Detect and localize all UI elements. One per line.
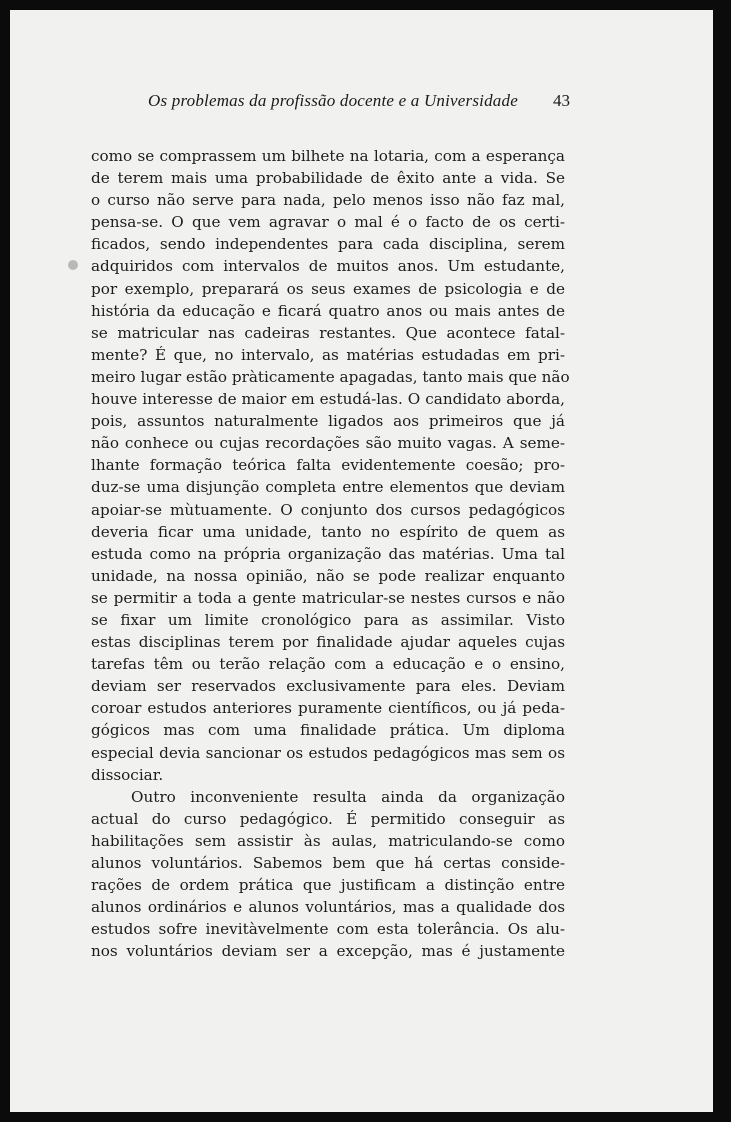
text-line: habilitações sem assistir às aulas, matriculando-se como — [91, 831, 565, 850]
text-line: deveria ficar uma unidade, tanto no espírito de quem as — [91, 522, 565, 541]
text-line: deviam ser reservados exclusivamente para eles. Deviam — [91, 677, 565, 696]
running-header: Os problemas da profissão docente e a Universidade — [148, 91, 518, 110]
text-line: apoiar-se mùtuamente. O conjunto dos cursos pedagógicos — [91, 500, 565, 519]
text-line: alunos ordinários e alunos voluntários, mas a qualidade dos — [91, 898, 565, 917]
text-line: o curso não serve para nada, pelo menos isso não faz mal, — [91, 191, 565, 210]
text-line: dissociar. — [91, 765, 164, 784]
text-line: gógicos mas com uma finalidade prática. Um diploma — [91, 721, 565, 740]
text-line: lhante formação teórica falta evidentemente coesão; pro- — [91, 456, 565, 475]
paragraph — [91, 145, 570, 786]
text-line: tarefas têm ou terão relação com a educação e o ensino, — [91, 655, 565, 674]
text-line: meiro lugar estão pràticamente apagadas, tanto mais que não — [91, 367, 570, 386]
text-line: especial devia sancionar os estudos pedagógicos mas sem os — [91, 743, 565, 762]
text-line: estuda como na própria organização das matérias. Uma tal — [91, 544, 565, 563]
text-line: duz-se uma disjunção completa entre elementos que deviam — [91, 478, 565, 497]
text-line: não conhece ou cujas recordações são muito vagas. A seme- — [91, 434, 565, 453]
text-line: alunos voluntários. Sabemos bem que há certas conside- — [91, 854, 565, 872]
text-line: estas disciplinas terem por finalidade ajudar aqueles cujas — [91, 633, 565, 652]
text-line: adquiridos com intervalos de muitos anos. Um estudante, — [91, 257, 565, 276]
text-line: pois, assuntos naturalmente ligados aos primeiros que já — [91, 412, 565, 431]
page-number: 43 — [553, 91, 570, 110]
text-line: como se comprassem um bilhete na lotaria, com a esperança — [91, 147, 565, 165]
book-page — [10, 10, 713, 1112]
text-line: se permitir a toda a gente matricular-se nestes cursos e não — [91, 588, 565, 607]
body-text — [91, 145, 570, 962]
text-line: coroar estudos anteriores puramente científicos, ou já peda- — [91, 699, 565, 718]
paragraph — [91, 786, 565, 963]
text-line: pensa-se. O que vem agravar o mal é o facto de os certi- — [91, 213, 565, 232]
text-line: unidade, na nossa opinião, não se pode realizar enquanto — [91, 566, 565, 585]
text-line: mente? É que, no intervalo, as matérias estudadas em pri- — [91, 345, 565, 364]
text-line: rações de ordem prática que justificam a distinção entre — [91, 876, 565, 895]
text-line: ficados, sendo independentes para cada disciplina, serem — [91, 235, 565, 254]
text-line: Outro inconveniente resulta ainda da organização — [131, 787, 565, 806]
text-line: se fixar um limite cronológico para as assimilar. Visto — [91, 610, 565, 629]
text-line: estudos sofre inevitàvelmente com esta tolerância. Os alu- — [91, 920, 565, 939]
text-line: história da educação e ficará quatro anos ou mais antes de — [91, 301, 565, 320]
text-line: por exemplo, preparará os seus exames de psicologia e de — [91, 279, 565, 298]
text-line: houve interesse de maior em estudá-las. O candidato aborda, — [91, 390, 565, 409]
text-line: de terem mais uma probabilidade de êxito ante a vida. Se — [91, 169, 565, 188]
text-line: se matricular nas cadeiras restantes. Que acontece fatal- — [91, 323, 565, 342]
ink-spot — [68, 260, 78, 270]
text-line: nos voluntários deviam ser a excepção, mas é justamente — [91, 942, 565, 961]
text-line: actual do curso pedagógico. É permitido conseguir as — [91, 809, 565, 828]
